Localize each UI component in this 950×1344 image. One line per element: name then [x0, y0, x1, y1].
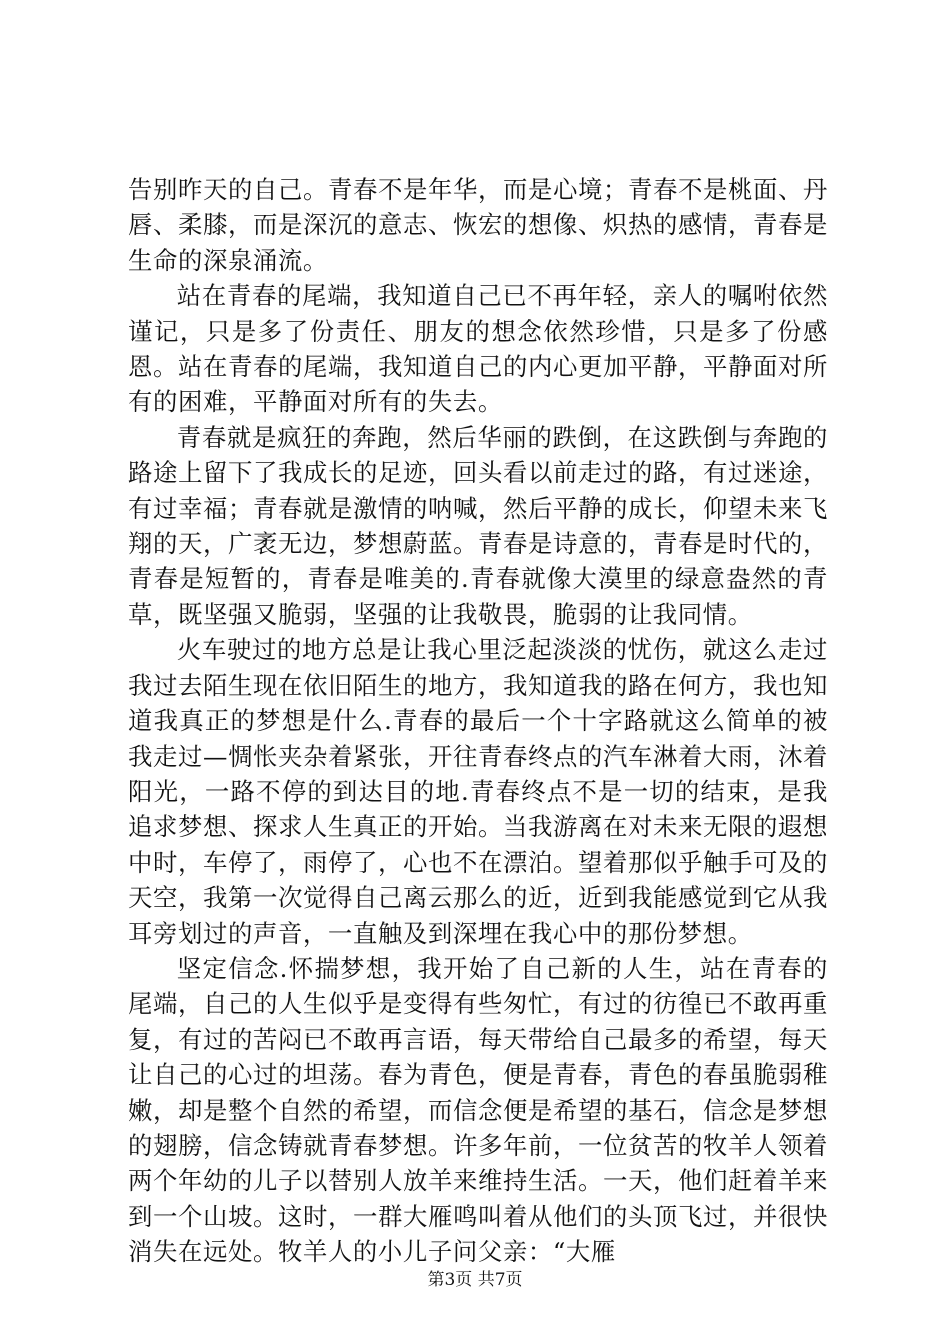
document-body — [128, 172, 828, 1270]
page-number-footer: 第3页 共7页 — [427, 1270, 523, 1290]
paragraph-5: 坚定信念.怀揣梦想，我开始了自己新的人生，站在青春的尾端，自己的人生似乎是变得有些匆忙，有过的彷徨已不敢再重复，有过的苦闷已不敢再言语，每天带给自己最多的希望，每天让自己的心过的坦荡。春为青色，便是青春，青色的春虽脆弱稚嫩，却是整个自然的希望，而信念便是希望的基石，信念是梦想的翅膀，信念铸就青春梦想。许多年前，一位贫苦的牧羊人领着两个年幼的儿子以替别人放羊来维持生活。一天，他们赶着羊来到一个山坡。这时，一群大雁鸣叫着从他们的头顶飞过，并很快消失在远处。牧羊人的小儿子问父亲：“大雁 — [128, 953, 828, 1267]
paragraph-3: 青春就是疯狂的奔跑，然后华丽的跌倒，在这跌倒与奔跑的路途上留下了我成长的足迹，回头看以前走过的路，有过迷途，有过幸福；青春就是激情的呐喊，然后平静的成长，仰望未来飞翔的天，广袤无边，梦想蔚蓝。青春是诗意的，青春是时代的，青春是短暂的，青春是唯美的.青春就像大漠里的绿意盎然的青草，既坚强又脆弱，坚强的让我敬畏，脆弱的让我同情。 — [128, 422, 828, 629]
paragraph-1: 告别昨天的自己。青春不是年华，而是心境；青春不是桃面、丹唇、柔膝，而是深沉的意志、恢宏的想像、炽热的感情，青春是生命的深泉涌流。 — [128, 175, 828, 275]
paragraph-2: 站在青春的尾端，我知道自己已不再年轻，亲人的嘱咐依然谨记，只是多了份责任、朋友的想念依然珍惜，只是多了份感恩。站在青春的尾端，我知道自己的内心更加平静，平静面对所有的困难，平静面对所有的失去。 — [128, 281, 828, 417]
paragraph-4: 火车驶过的地方总是让我心里泛起淡淡的忧伤，就这么走过我过去陌生现在依旧陌生的地方，我知道我的路在何方，我也知道我真正的梦想是什么.青春的最后一个十字路就这么简单的被我走过—惆怅夹杂着紧张，开往青春终点的汽车淋着大雨，沐着阳光，一路不停的到达目的地.青春终点不是一切的结束，是我追求梦想、探求人生真正的开始。当我游离在对未来无限的遐想中时，车停了，雨停了，心也不在漂泊。望着那似乎触手可及的天空，我第一次觉得自己离云那么的近，近到我能感觉到它从我耳旁划过的声音，一直触及到深埋在我心中的那份梦想。 — [128, 635, 828, 948]
